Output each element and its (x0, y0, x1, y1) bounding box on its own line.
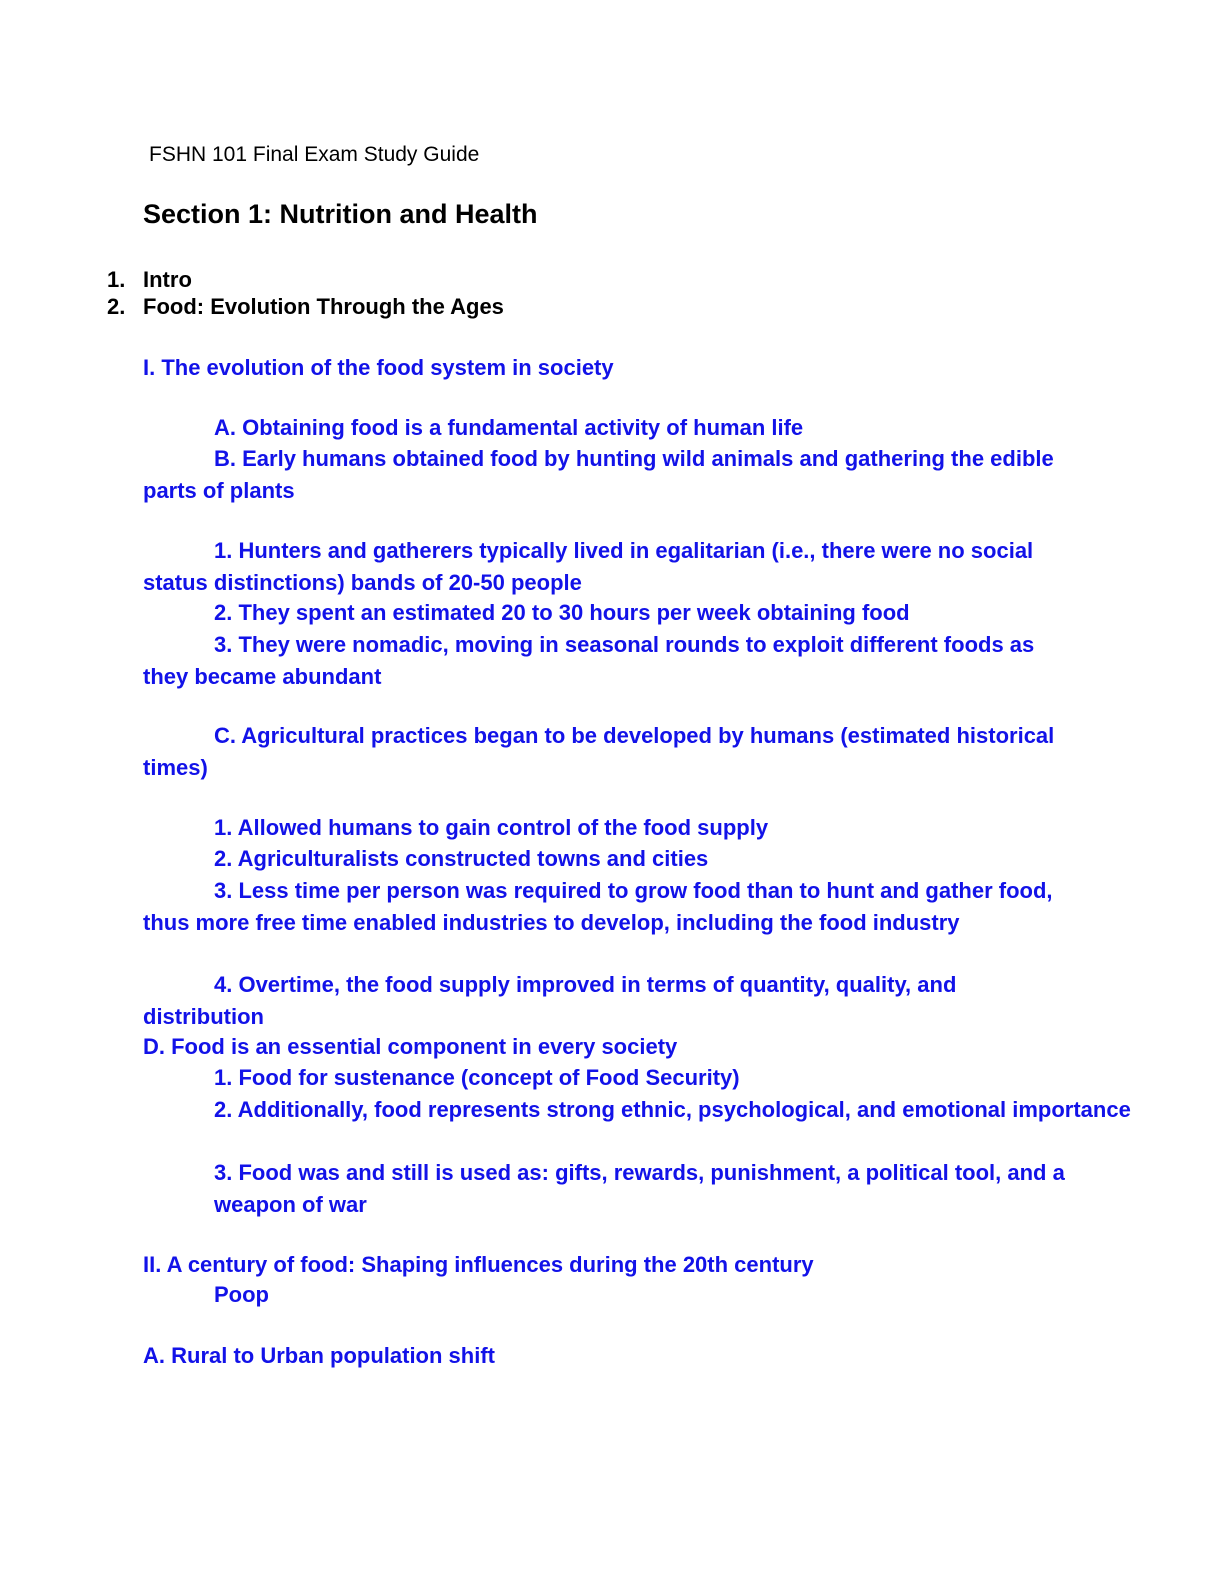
list-item-text: Food: Evolution Through the Ages (143, 294, 504, 319)
outline-heading-part-1: I. The evolution of the food system in society (143, 355, 614, 380)
outline-item-c2: 2. Agriculturalists constructed towns and cities (214, 846, 709, 871)
list-number: 1. (107, 267, 126, 292)
outline-item-b3: 3. They were nomadic, moving in seasonal rounds to exploit different foods as they became abundant (143, 632, 1035, 689)
outline-item-c4: 4. Overtime, the food supply improved in terms of quantity, quality, and distribution (143, 972, 957, 1029)
list-number: 2. (107, 294, 126, 319)
outline-item-b2: 2. They spent an estimated 20 to 30 hours per week obtaining food (214, 600, 910, 625)
outline-note: Poop (214, 1282, 269, 1307)
outline-item-c3: 3. Less time per person was required to grow food than to hunt and gather food, thus more free time enabled industries to develop, including the food industry (143, 878, 1053, 935)
outline-item-c: C. Agricultural practices began to be developed by humans (estimated historical times) (143, 723, 1055, 780)
document-title: FSHN 101 Final Exam Study Guide (149, 143, 480, 166)
list-item-text: Intro (143, 267, 192, 292)
outline-heading-part-2: II. A century of food: Shaping influences during the 20th century (143, 1252, 814, 1277)
outline-item-d1: 1. Food for sustenance (concept of Food Security) (214, 1065, 740, 1090)
outline-item-a: A. Obtaining food is a fundamental activity of human life (214, 415, 804, 440)
outline-item-d3: 3. Food was and still is used as: gifts, rewards, punishment, a political tool, and a weapon of war (214, 1160, 1065, 1217)
outline-item-b: B. Early humans obtained food by hunting wild animals and gathering the edible parts of plants (143, 446, 1054, 503)
outline-item-b1: 1. Hunters and gatherers typically lived in egalitarian (i.e., there were no social status distinctions) bands of 20-50 people (143, 538, 1034, 595)
section-heading: Section 1: Nutrition and Health (143, 199, 538, 229)
outline-item-d: D. Food is an essential component in every society (143, 1034, 678, 1059)
outline-item-part-2-a: A. Rural to Urban population shift (143, 1343, 495, 1368)
outline-item-c1: 1. Allowed humans to gain control of the food supply (214, 815, 769, 840)
outline-item-d2: 2. Additionally, food represents strong ethnic, psychological, and emotional importance (214, 1097, 1131, 1122)
